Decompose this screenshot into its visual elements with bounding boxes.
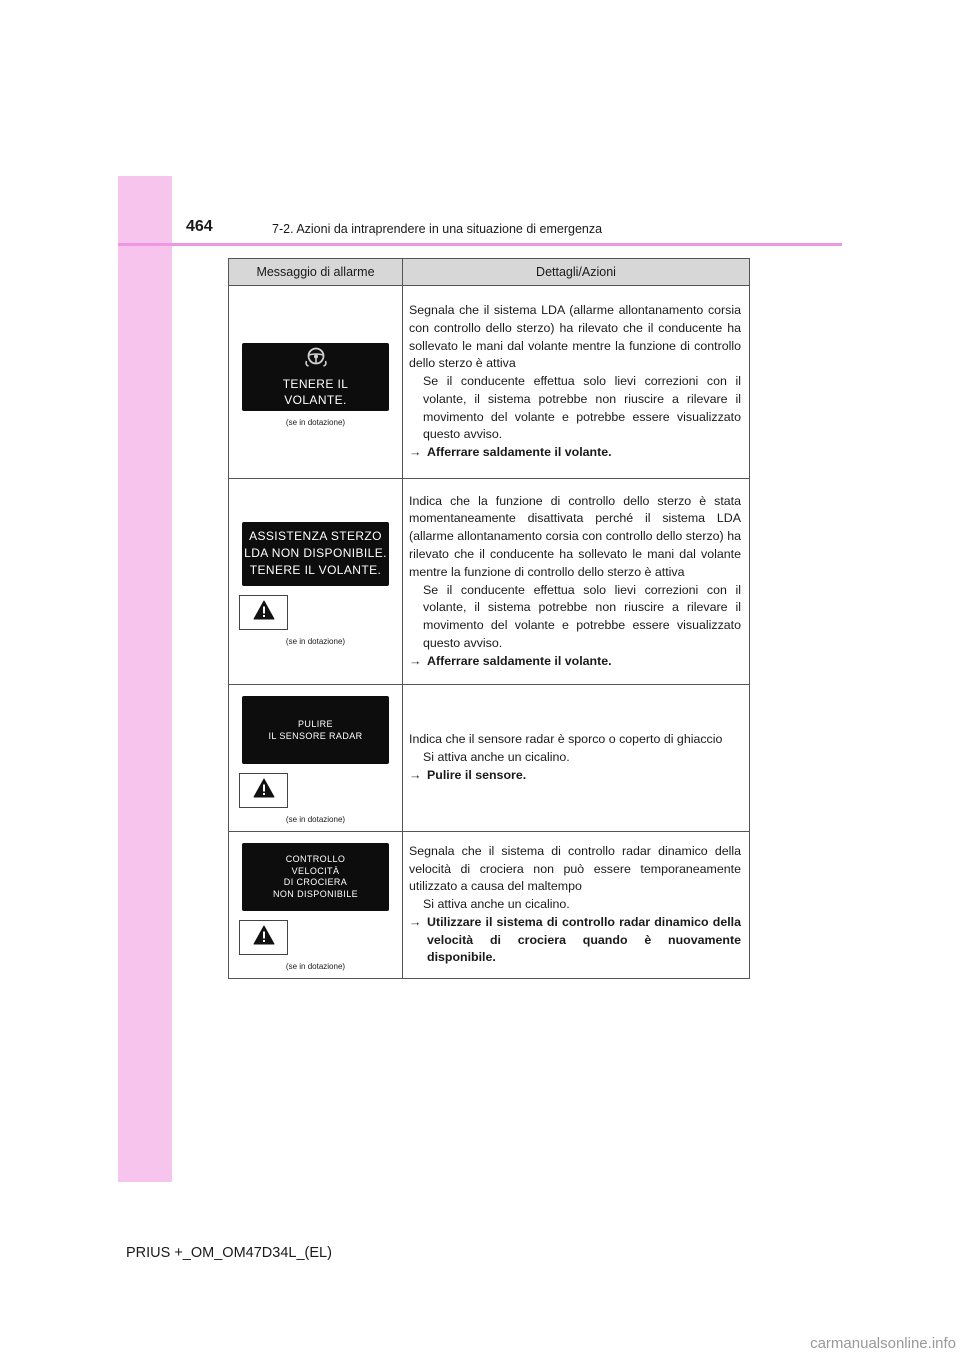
- warning-indicator: [239, 773, 288, 808]
- table-row: [229, 832, 750, 979]
- details-cell: [403, 479, 750, 685]
- display-screen: [242, 343, 389, 411]
- column-header-details: Dettagli/Azioni: [403, 259, 750, 286]
- note-text: Se il conducente effettua solo lievi correzioni con il volante, il sistema potrebbe non riuscire a rilevare il movimento del volante e potrebbe essere visualizzato questo avviso.: [423, 582, 741, 650]
- action-label: Utilizzare il sistema di controllo radar dinamico della velocità di crociera quando è nuovamente disponibile.: [427, 914, 741, 965]
- table-row: [229, 286, 750, 479]
- table-row: [229, 685, 750, 832]
- screen-line: TENERE IL VOLANTE.: [249, 563, 382, 577]
- note-text: Si attiva anche un cicalino.: [423, 750, 570, 765]
- warning-indicator: [239, 595, 288, 630]
- action-text: [409, 444, 741, 462]
- table-header-row: [229, 259, 750, 286]
- caption: (se in dotazione): [285, 815, 346, 824]
- warning-triangle-icon: [253, 925, 275, 950]
- alarm-message-table: [228, 258, 750, 979]
- page-number: 464: [186, 218, 213, 235]
- action-text: [409, 914, 741, 967]
- header-rule: [118, 243, 842, 246]
- table-row: [229, 479, 750, 685]
- screen-line: IL SENSORE RADAR: [268, 731, 363, 741]
- footer-code: PRIUS +_OM_OM47D34L_(EL): [126, 1245, 332, 1261]
- screen-line: LDA NON DISPONIBILE.: [244, 546, 387, 560]
- display-screen: [242, 696, 389, 764]
- arrow-right-icon: →: [409, 445, 422, 460]
- watermark: carmanualsonline.info: [810, 1335, 956, 1352]
- screen-line: NON DISPONIBILE: [272, 888, 359, 899]
- action-text: [409, 653, 741, 671]
- message-image-cell: [229, 685, 403, 832]
- screen-line: VELOCITÀ: [291, 865, 340, 876]
- details-cell: [403, 286, 750, 479]
- action-label: Pulire il sensore.: [427, 767, 527, 782]
- action-label: Afferrare saldamente il volante.: [427, 653, 612, 668]
- details-cell: [403, 685, 750, 832]
- caption: (se in dotazione): [285, 636, 346, 646]
- screen-line: PULIRE: [298, 719, 333, 729]
- message-image-cell: [229, 479, 403, 685]
- message-image-cell: [229, 832, 403, 979]
- arrow-right-icon: →: [409, 914, 422, 929]
- warning-triangle-icon: [253, 778, 275, 803]
- details-text: Segnala che il sistema di controllo radar dinamico della velocità di crociera non può essere temporaneamente utilizzato a causa del maltempo: [409, 843, 741, 894]
- screen-line: DI CROCIERA: [283, 877, 348, 887]
- column-header-message: Messaggio di allarme: [229, 259, 403, 286]
- arrow-right-icon: →: [409, 653, 422, 668]
- section-title: 7-2. Azioni da intraprendere in una situazione di emergenza: [272, 222, 603, 236]
- screen-line: ASSISTENZA STERZO: [249, 529, 382, 543]
- action-label: Afferrare saldamente il volante.: [427, 445, 612, 460]
- message-image-cell: [229, 286, 403, 479]
- caption: (se in dotazione): [285, 962, 346, 971]
- caption: (se in dotazione): [285, 418, 346, 427]
- action-text: [409, 767, 741, 785]
- details-text: Indica che la funzione di controllo dello sterzo è stata momentaneamente disattivata perché il sistema LDA (allarme allontanamento corsia con controllo dello sterzo) ha rilevato che il conducente ha sollevato le mani dal volante mentre la funzione di controllo dello sterzo è attiva: [409, 493, 741, 579]
- details-text: Segnala che il sistema LDA (allarme allontanamento corsia con controllo dello sterzo) ha rilevato che il conducente ha sollevato le mani dal volante mentre la funzione di controllo dello sterzo è attiva: [409, 302, 741, 371]
- details-cell: [403, 832, 750, 979]
- screen-line: VOLANTE.: [284, 393, 347, 407]
- side-tab-band: [118, 176, 172, 1182]
- note-text: Se il conducente effettua solo lievi correzioni con il volante, il sistema potrebbe non riuscire a rilevare il movimento del volante e potrebbe essere visualizzato questo avviso.: [423, 374, 741, 442]
- note-text: Si attiva anche un cicalino.: [423, 897, 570, 912]
- arrow-right-icon: →: [409, 767, 422, 782]
- screen-line: TENERE IL: [282, 377, 349, 391]
- display-screen: [242, 843, 389, 911]
- warning-triangle-icon: [253, 600, 275, 625]
- warning-indicator: [239, 920, 288, 955]
- steering-wheel-icon: [304, 346, 328, 373]
- display-screen: [242, 522, 389, 586]
- screen-line: CONTROLLO: [285, 854, 346, 864]
- details-text: Indica che il sensore radar è sporco o coperto di ghiaccio: [409, 732, 723, 747]
